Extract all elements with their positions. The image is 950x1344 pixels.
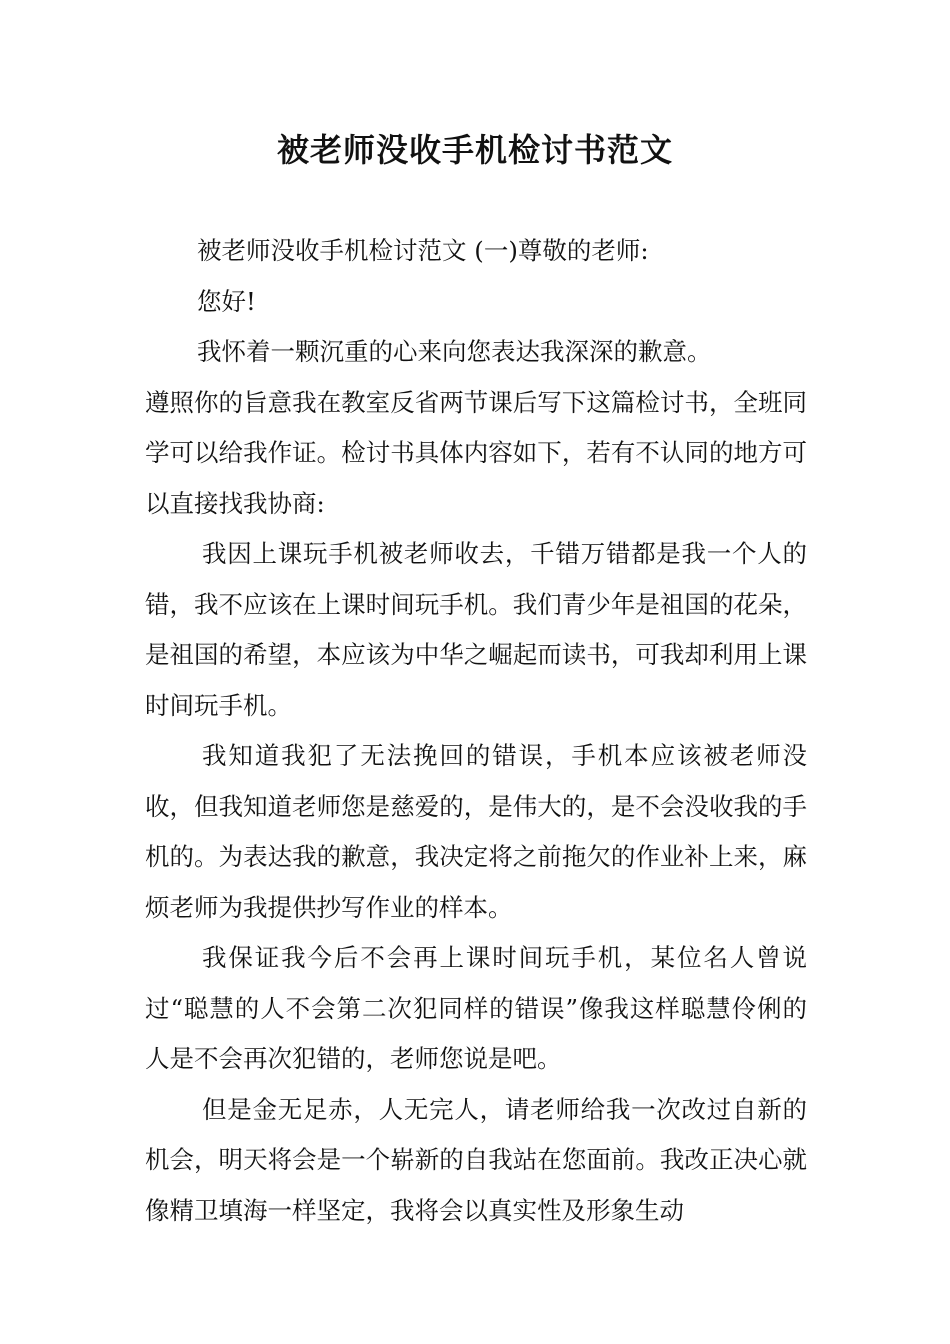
paragraph-reflection: 遵照你的旨意我在教室反省两节课后写下这篇检讨书，全班同学可以给我作证。检讨书具体内容如下，若有不认同的地方可以直接找我协商: xyxy=(145,387,807,518)
paragraph-request: 但是金无足赤，人无完人，请老师给我一次改过自新的机会，明天将会是一个崭新的自我站在您面前。我改正决心就像精卫填海一样坚定，我将会以真实性及形象生动 xyxy=(145,1094,807,1225)
paragraph-promise: 我保证我今后不会再上课时间玩手机，某位名人曾说过“聪慧的人不会第二次犯同样的错误”像我这样聪慧伶俐的人是不会再次犯错的，老师您说是吧。 xyxy=(145,943,807,1073)
paragraph-mistake: 我因上课玩手机被老师收去，千错万错都是我一个人的错，我不应该在上课时间玩手机。我们青少年是祖国的花朵，是祖国的希望，本应该为中华之崛起而读书，可我却利用上课时间玩手机。 xyxy=(145,539,807,720)
document-title: 被老师没收手机检讨书范文 xyxy=(276,131,673,169)
paragraph-salutation-heading: 被老师没收手机检讨范文 (一)尊敬的老师: xyxy=(197,236,649,265)
paragraph-apology-intro: 我怀着一颗沉重的心来向您表达我深深的歉意。 xyxy=(197,337,712,366)
paragraph-acknowledgement: 我知道我犯了无法挽回的错误，手机本应该被老师没收，但我知道老师您是慈爱的，是伟大的，是不会没收我的手机的。为表达我的歉意，我决定将之前拖欠的作业补上来，麻烦老师为我提供抄写作业的样本。 xyxy=(145,741,807,922)
document-body xyxy=(145,226,807,1236)
paragraph-greeting: 您好! xyxy=(197,286,256,316)
